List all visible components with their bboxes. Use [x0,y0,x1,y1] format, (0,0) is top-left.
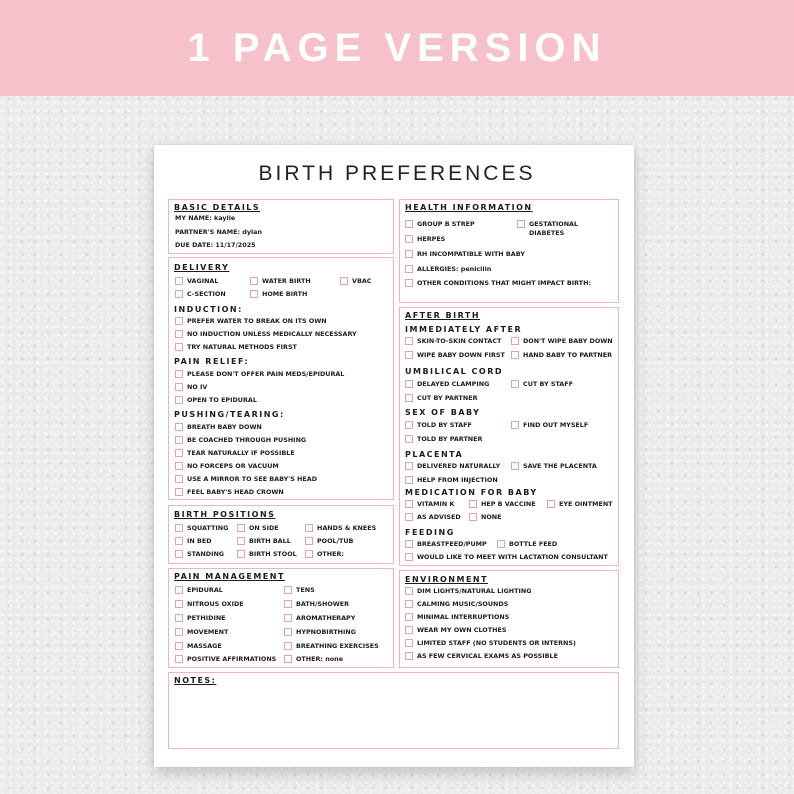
option-label: PETHIDINE [187,614,226,622]
option-label: FIND OUT MYSELF [523,421,589,429]
option-label: VAGINAL [187,277,219,285]
pain-management-heading: PAIN MANAGEMENT [174,572,285,581]
checkbox-standing[interactable] [175,550,183,558]
option-label: VITAMIN K [417,500,455,508]
checkbox-breastfeed-pump[interactable] [405,540,413,548]
option-label: MOVEMENT [187,628,229,636]
option-label: IN BED [187,537,212,545]
checkbox-herpes[interactable] [405,235,413,243]
option-label: NO INDUCTION UNLESS MEDICALLY NECESSARY [187,330,357,338]
sex-of-baby-heading: SEX OF BABY [405,408,481,417]
top-banner [0,0,794,96]
checkbox-vitamin-k[interactable] [405,500,413,508]
checkbox-other-pain[interactable] [284,655,292,663]
checkbox-cut-by-staff[interactable] [511,380,519,388]
option-label: TEAR NATURALLY IF POSSIBLE [187,449,295,457]
environment-heading: ENVIRONMENT [405,575,489,584]
checkbox-tens[interactable] [284,586,292,594]
option-label: AS ADVISED [417,513,461,521]
checkbox-pushing-6[interactable] [175,488,183,496]
checkbox-pushing-5[interactable] [175,475,183,483]
option-label: OTHER: none [296,655,344,663]
option-label: BREATHING EXERCISES [296,642,379,650]
option-label: AS FEW CERVICAL EXAMS AS POSSIBLE [417,652,558,660]
checkbox-pain-relief-1[interactable] [175,370,183,378]
checkbox-induction-2[interactable] [175,330,183,338]
checkbox-other-position[interactable] [305,550,313,558]
option-label: TENS [296,586,315,594]
option-label: CALMING MUSIC/SOUNDS [417,600,509,608]
option-label: PREFER WATER TO BREAK ON ITS OWN [187,317,327,325]
option-label: WATER BIRTH [262,277,311,285]
option-label: BIRTH STOOL [249,550,297,558]
option-label: POSITIVE AFFIRMATIONS [187,655,277,663]
option-label: BREATH BABY DOWN [187,423,262,431]
umbilical-cord-heading: UMBILICAL CORD [405,367,504,376]
medication-heading: MEDICATION FOR BABY [405,488,538,497]
checkbox-few-exams[interactable] [405,652,413,660]
option-label: SAVE THE PLACENTA [523,462,597,470]
option-label: HANDS & KNEES [317,524,377,532]
option-label: GESTATIONAL [529,220,579,228]
checkbox-limited-staff[interactable] [405,639,413,647]
option-label: DON'T WIPE BABY DOWN [523,337,613,345]
checkbox-in-bed[interactable] [175,537,183,545]
checkbox-delayed-clamping[interactable] [405,380,413,388]
option-label: FEEL BABY'S HEAD CROWN [187,488,284,496]
option-label: ON SIDE [249,524,279,532]
checkbox-pushing-4[interactable] [175,462,183,470]
option-label: HELP FROM INJECTION [417,476,498,484]
option-label: DIM LIGHTS/NATURAL LIGHTING [417,587,532,595]
checkbox-breathing-exercises[interactable] [284,642,292,650]
option-label: ALLERGIES: penicilin [417,265,492,273]
option-label: DELIVERED NATURALLY [417,462,501,470]
option-label: CUT BY PARTNER [417,394,478,402]
option-label: C-SECTION [187,290,226,298]
checkbox-told-by-partner[interactable] [405,435,413,443]
checkbox-find-out-myself[interactable] [511,421,519,429]
checkbox-home-birth[interactable] [250,290,258,298]
banner-title: 1 PAGE VERSION [187,25,607,70]
option-label: HERPES [417,235,446,243]
option-label: HYPNOBIRTHING [296,628,357,636]
option-label: MASSAGE [187,642,222,650]
feeding-heading: FEEDING [405,528,455,537]
option-label: BE COACHED THROUGH PUSHING [187,436,307,444]
option-label: HEP B VACCINE [481,500,536,508]
option-label: WOULD LIKE TO MEET WITH LACTATION CONSULTANT [417,553,608,561]
induction-heading: INDUCTION: [174,305,243,314]
option-label: VBAC [352,277,372,285]
partner-name-field[interactable]: PARTNER'S NAME: dylan [175,228,263,236]
checkbox-nitrous-oxide[interactable] [175,600,183,608]
checkbox-birth-ball[interactable] [237,537,245,545]
due-date-field[interactable]: DUE DATE: 11/17/2025 [175,241,256,249]
checkbox-pushing-3[interactable] [175,449,183,457]
checkbox-massage[interactable] [175,642,183,650]
checkbox-rh-incompatible[interactable] [405,250,413,258]
checkbox-on-side[interactable] [237,524,245,532]
option-label: BOTTLE FEED [509,540,558,548]
option-label: NO FORCEPS OR VACUUM [187,462,279,470]
option-label: STANDING [187,550,225,558]
option-label: TOLD BY STAFF [417,421,472,429]
option-label: CUT BY STAFF [523,380,573,388]
checkbox-pethidine[interactable] [175,614,183,622]
checkbox-hand-to-partner[interactable] [511,351,519,359]
option-label: EPIDURAL [187,586,223,594]
checkbox-pain-relief-3[interactable] [175,396,183,404]
option-label: TOLD BY PARTNER [417,435,483,443]
checkbox-told-by-staff[interactable] [405,421,413,429]
notes-section[interactable] [168,672,619,749]
birth-positions-heading: BIRTH POSITIONS [174,510,276,519]
option-label: OPEN TO EPIDURAL [187,396,257,404]
checkbox-skin-to-skin[interactable] [405,337,413,345]
checkbox-birth-stool[interactable] [237,550,245,558]
checkbox-water-birth[interactable] [250,277,258,285]
option-label: AROMATHERAPY [296,614,356,622]
checkbox-c-section[interactable] [175,290,183,298]
checkbox-hypnobirthing[interactable] [284,628,292,636]
checkbox-hep-b-vaccine[interactable] [469,500,477,508]
checkbox-induction-3[interactable] [175,343,183,351]
option-label: WEAR MY OWN CLOTHES [417,626,507,634]
checkbox-save-placenta[interactable] [511,462,519,470]
option-label: TRY NATURAL METHODS FIRST [187,343,297,351]
pushing-heading: PUSHING/TEARING: [174,410,285,419]
option-label: OTHER: [317,550,344,558]
option-label: NO IV [187,383,208,391]
option-label: POOL/TUB [317,537,354,545]
checkbox-as-advised[interactable] [405,513,413,521]
option-label: EYE OINTMENT [559,500,613,508]
checkbox-delivered-naturally[interactable] [405,462,413,470]
checkbox-minimal-interruptions[interactable] [405,613,413,621]
checkbox-dim-lights[interactable] [405,587,413,595]
checkbox-vbac[interactable] [340,277,348,285]
checkbox-other-conditions[interactable] [405,279,413,287]
option-label: BIRTH BALL [249,537,291,545]
delivery-heading: DELIVERY [174,263,230,272]
pain-relief-heading: PAIN RELIEF: [174,357,250,366]
checkbox-movement[interactable] [175,628,183,636]
checkbox-gestational-diabetes[interactable] [517,220,525,228]
checkbox-cut-by-partner[interactable] [405,394,413,402]
checkbox-hands-knees[interactable] [305,524,313,532]
checkbox-none[interactable] [469,513,477,521]
document-title: BIRTH PREFERENCES [258,162,536,185]
option-label: OTHER CONDITIONS THAT MIGHT IMPACT BIRTH: [417,279,592,287]
checkbox-pushing-2[interactable] [175,436,183,444]
option-label: BREASTFEED/PUMP [417,540,487,548]
checkbox-epidural[interactable] [175,586,183,594]
checkbox-dont-wipe[interactable] [511,337,519,345]
immediately-after-heading: IMMEDIATELY AFTER [405,325,523,334]
option-label: SQUATTING [187,524,229,532]
option-label: HOME BIRTH [262,290,308,298]
checkbox-bottle-feed[interactable] [497,540,505,548]
option-label: PLEASE DON'T OFFER PAIN MEDS/EPIDURAL [187,370,345,378]
checkbox-squatting[interactable] [175,524,183,532]
checkbox-lactation-consultant[interactable] [405,553,413,561]
option-label: LIMITED STAFF (NO STUDENTS OR INTERNS) [417,639,576,647]
option-label: SKIN-TO-SKIN CONTACT [417,337,502,345]
option-label: DIABETES [529,229,565,237]
checkbox-positive-affirmations[interactable] [175,655,183,663]
checkbox-help-from-injection[interactable] [405,476,413,484]
notes-heading: NOTES: [174,676,217,685]
checkbox-vaginal[interactable] [175,277,183,285]
option-label: USE A MIRROR TO SEE BABY'S HEAD [187,475,317,483]
basic-details-heading: BASIC DETAILS [174,203,261,212]
health-information-heading: HEALTH INFORMATION [405,203,533,212]
option-label: GROUP B STREP [417,220,475,228]
option-label: BATH/SHOWER [296,600,350,608]
option-label: MINIMAL INTERRUPTIONS [417,613,510,621]
checkbox-eye-ointment[interactable] [547,500,555,508]
option-label: NONE [481,513,502,521]
checkbox-allergies[interactable] [405,265,413,273]
my-name-field[interactable]: MY NAME: kaylie [175,214,236,222]
option-label: WIPE BABY DOWN FIRST [417,351,505,359]
checkbox-wipe-first[interactable] [405,351,413,359]
option-label: RH INCOMPATIBLE WITH BABY [417,250,525,258]
checkbox-pain-relief-2[interactable] [175,383,183,391]
checkbox-aromatherapy[interactable] [284,614,292,622]
checkbox-own-clothes[interactable] [405,626,413,634]
option-label: HAND BABY TO PARTNER [523,351,613,359]
checkbox-bath-shower[interactable] [284,600,292,608]
placenta-heading: PLACENTA [405,450,464,459]
option-label: NITROUS OXIDE [187,600,244,608]
checkbox-induction-1[interactable] [175,317,183,325]
checkbox-pushing-1[interactable] [175,423,183,431]
checkbox-group-b-strep[interactable] [405,220,413,228]
option-label: DELAYED CLAMPING [417,380,490,388]
after-birth-heading: AFTER BIRTH [405,311,481,320]
checkbox-pool-tub[interactable] [305,537,313,545]
checkbox-calming-music[interactable] [405,600,413,608]
